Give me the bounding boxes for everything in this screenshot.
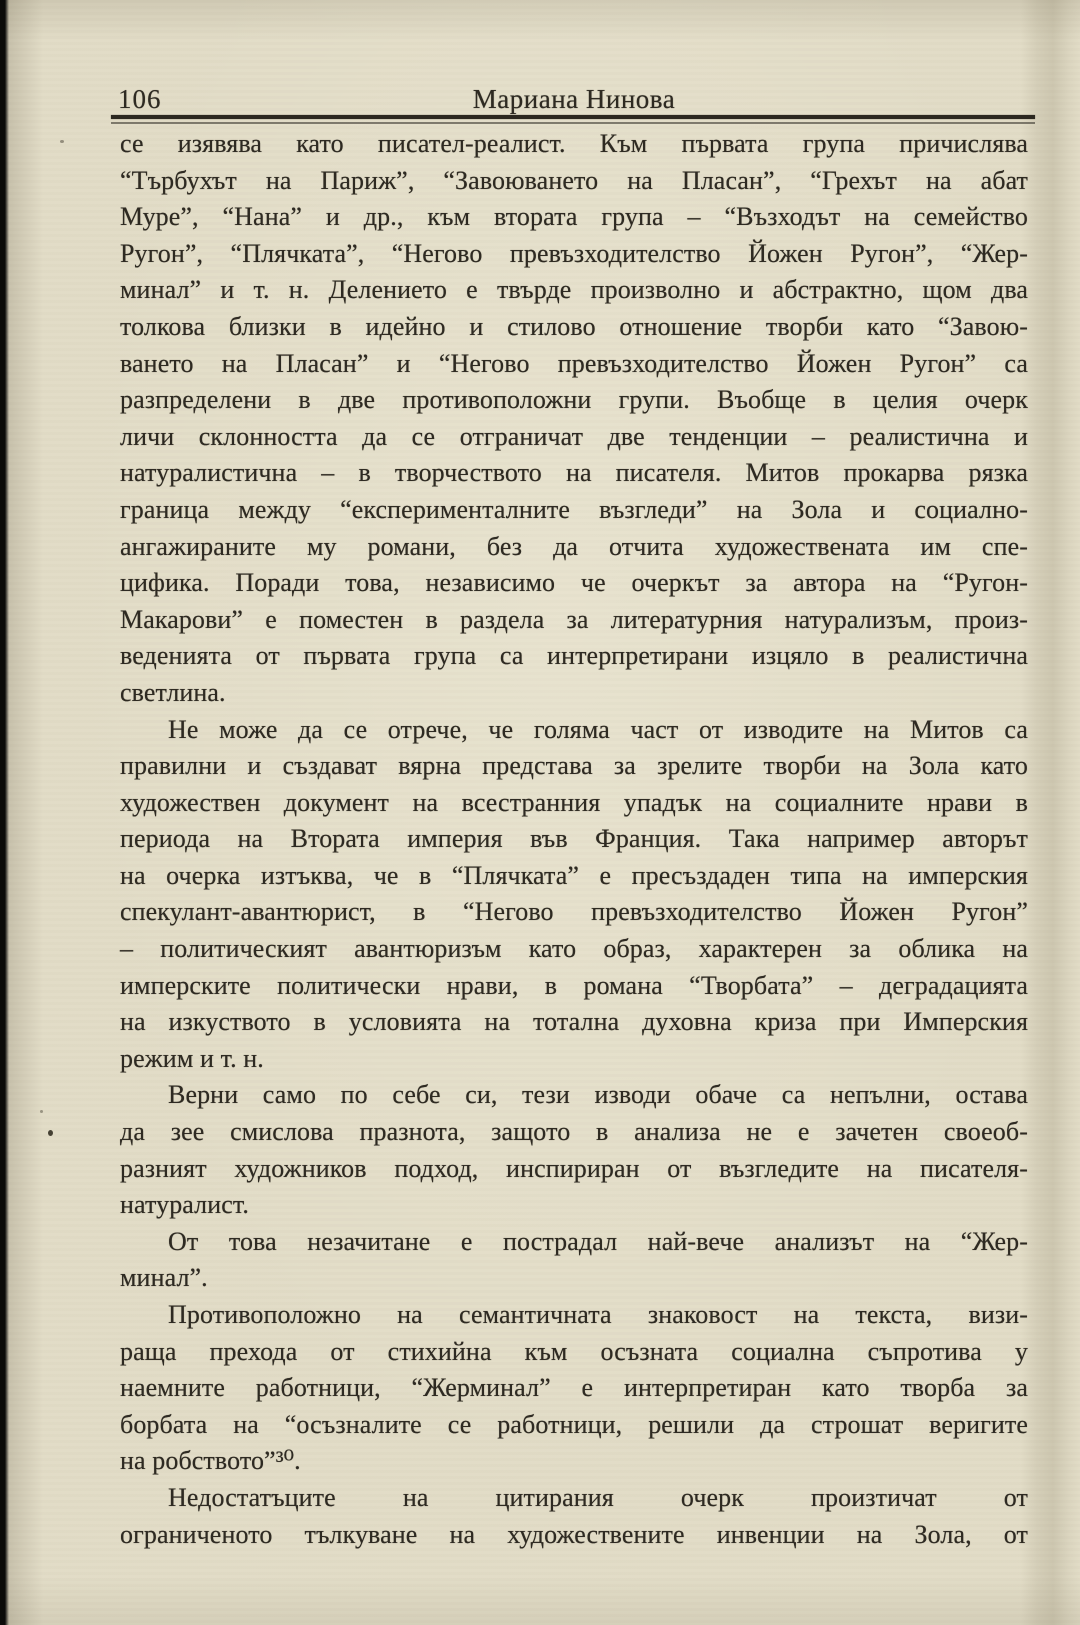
text-line: минал” и т. н. Делението е твърде произволно и абстрактно, щом два xyxy=(120,275,1028,305)
text-line: наемните работници, “Жерминал” е интерпретиран като творба за xyxy=(120,1373,1028,1403)
text-line: да зее смислова празнота, защото в анализа не е зачетен своеоб- xyxy=(120,1117,1028,1147)
text-line: на робството”³⁰. xyxy=(120,1446,301,1476)
paragraph xyxy=(120,1224,1028,1297)
page-number: 106 xyxy=(118,84,162,114)
header-rule-thin-line xyxy=(111,122,1035,124)
text-line: – политическият авантюризъм като образ, характерен за облика на xyxy=(120,934,1028,964)
ink-speck xyxy=(60,140,64,143)
header-rule xyxy=(111,115,1035,124)
text-line: имперските политически нрави, в романа “Творбата” – деградацията xyxy=(120,970,1028,1000)
header-rule-thick-line xyxy=(111,115,1035,119)
text-line: раща прехода от стихийна към осъзната социална съпротива у xyxy=(120,1336,1028,1366)
text-line: ването на Пласан” и “Негово превъзходителство Йожен Ругон” са xyxy=(120,348,1028,378)
text-line: Макарови” е поместен в раздела за литературния натурализъм, произ- xyxy=(120,604,1028,634)
text-line: Верни само по себе си, тези изводи обаче са непълни, остава xyxy=(168,1080,1028,1110)
ink-speck xyxy=(48,1130,53,1136)
page-header xyxy=(118,82,1030,116)
text-line: От това незачитане е пострадал най-вече анализът на “Жер- xyxy=(168,1226,1028,1256)
text-line: периода на Втората империя във Франция. Така например авторът xyxy=(120,824,1028,854)
text-line: борбата на “осъзналите се работници, решили да строшат веригите xyxy=(120,1409,1028,1439)
text-line: граница между “експерименталните възгледи” на Зола и социално- xyxy=(120,494,1028,524)
text-line: режим и т. н. xyxy=(120,1043,264,1073)
text-line: спекулант-авантюрист, в “Негово превъзходителство Йожен Ругон” xyxy=(120,897,1028,927)
text-line: минал”. xyxy=(120,1263,208,1293)
text-line: натуралистична – в творчеството на писателя. Митов прокарва рязка xyxy=(120,458,1028,488)
page-body-text xyxy=(120,126,1028,1553)
paragraph xyxy=(120,1297,1028,1480)
text-line: натуралист. xyxy=(120,1190,250,1220)
text-line: цифика. Поради това, независимо че очеркът за автора на “Ругон- xyxy=(120,568,1028,598)
running-header-author: Мариана Нинова xyxy=(472,84,676,114)
text-line: “Търбухът на Париж”, “Завоюването на Пласан”, “Грехът на абат xyxy=(120,165,1028,195)
text-line: разпределени в две противоположни групи. Въобще в целия очерк xyxy=(120,385,1028,415)
text-line: ограниченото тълкуване на художествените инвенции на Зола, от xyxy=(120,1519,1028,1549)
text-line: Недостатъците на цитирания очерк произтичат от xyxy=(168,1482,1028,1512)
paragraph xyxy=(120,1480,1028,1553)
text-line: се изявява като писател-реалист. Към първата група причислява xyxy=(120,129,1028,158)
text-line: художествен документ на всестранния упадък на социалните нрави в xyxy=(120,787,1028,817)
text-line: Ругон”, “Плячката”, “Негово превъзходителство Йожен Ругон”, “Жер- xyxy=(120,238,1028,268)
text-line: личи склонността да се отграничат две тенденции – реалистична и xyxy=(120,421,1028,451)
text-line: Муре”, “Нана” и др., към втората група – “Възходът на семейство xyxy=(120,202,1028,232)
text-line: Не може да се отрече, че голяма част от изводите на Митов са xyxy=(168,714,1028,744)
text-line: на очерка изтъква, че в “Плячката” е пресъздаден типа на имперския xyxy=(120,860,1028,890)
text-line: Противоположно на семантичната знаковост на текста, визи- xyxy=(168,1300,1028,1329)
text-line: толкова близки в идейно и стилово отношение творби като “Завою- xyxy=(120,311,1028,341)
paragraph xyxy=(120,126,1028,712)
text-line: ангажираните му романи, без да отчита художествената им спе- xyxy=(120,531,1028,561)
text-line: светлина. xyxy=(120,677,226,707)
ink-speck xyxy=(40,1110,43,1113)
text-line: разният художников подход, инспириран от възгледите на писателя- xyxy=(120,1153,1028,1183)
text-line: на изкуството в условията на тотална духовна криза при Имперския xyxy=(120,1007,1028,1037)
paragraph xyxy=(120,712,1028,1078)
paragraph xyxy=(120,1077,1028,1223)
book-spine-shadow xyxy=(0,0,9,1625)
text-line: правилни и създават вярна представа за зрелите творби на Зола като xyxy=(120,751,1028,781)
text-line: веденията от първата група са интерпретирани изцяло в реалистична xyxy=(120,641,1028,671)
